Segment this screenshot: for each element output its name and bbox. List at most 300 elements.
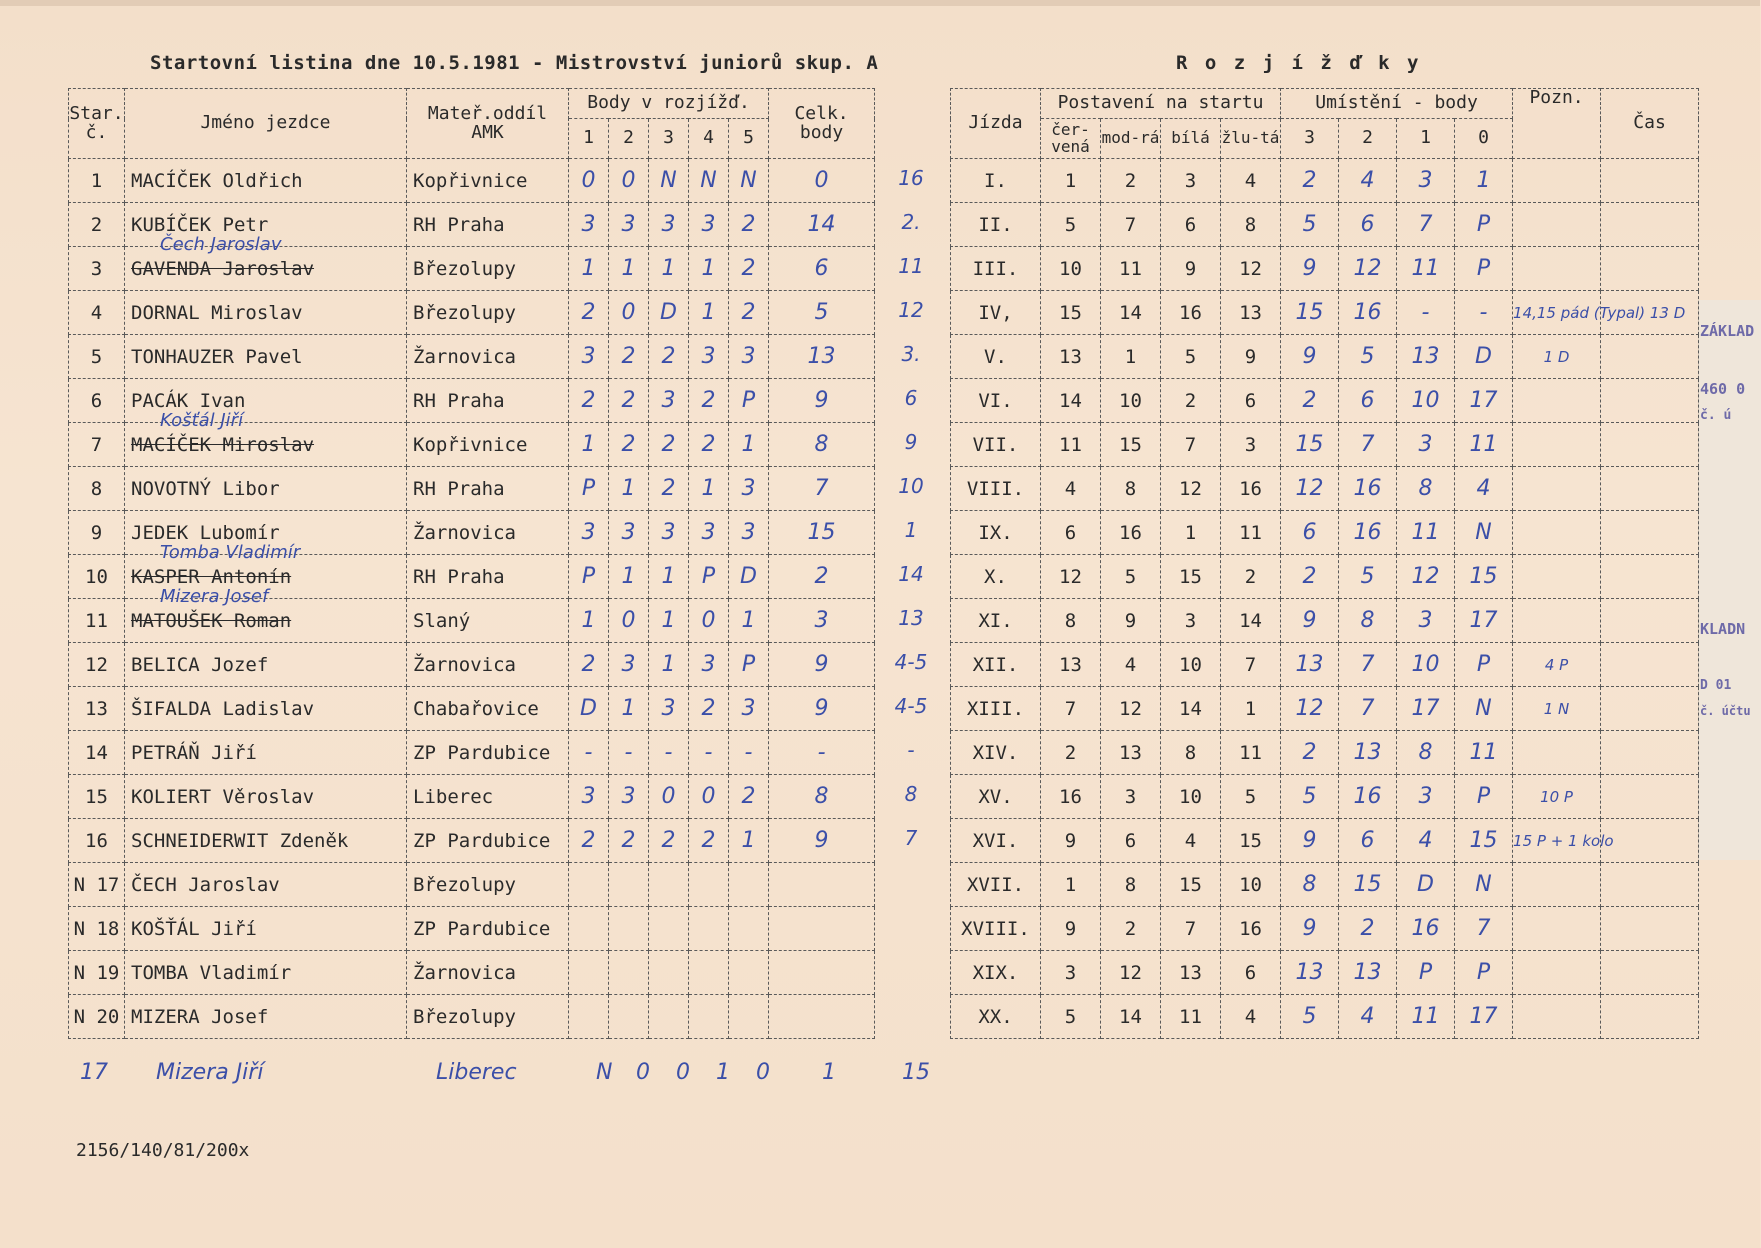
start-position-cell: 15 [1101, 423, 1161, 467]
page-top-edge [0, 0, 1760, 6]
heat-points-cell: 3 [609, 203, 649, 247]
heat-points-cell: P [729, 379, 769, 423]
start-number: 6 [69, 379, 125, 423]
heat-number: XIX. [951, 951, 1041, 995]
total-points-cell: 6 [769, 247, 875, 291]
start-position-cell: 7 [1221, 643, 1281, 687]
note-cell [1513, 951, 1601, 995]
total-points-cell: 9 [769, 379, 875, 423]
heat-points-cell: N [689, 159, 729, 203]
start-position-cell: 11 [1041, 423, 1101, 467]
rider-row [69, 951, 875, 995]
heat-points-cell: P [569, 555, 609, 599]
heat-points-cell: 2 [569, 379, 609, 423]
heat-number: I. [951, 159, 1041, 203]
note-cell [1513, 247, 1601, 291]
start-position-cell: 8 [1041, 599, 1101, 643]
heat-points-cell: 1 [649, 247, 689, 291]
heat-points-cell [569, 863, 609, 907]
final-rank: 7 [904, 826, 918, 850]
placing-cell: 9 [1281, 819, 1339, 863]
note-cell [1513, 511, 1601, 555]
color-red-header: čer-vená [1041, 119, 1101, 159]
rider-name: MIZERA Josef [125, 995, 407, 1039]
heat-points-cell: 0 [649, 775, 689, 819]
start-position-cell: 12 [1161, 467, 1221, 511]
placing-header: Umístění - body [1281, 89, 1513, 119]
heat-number: XVI. [951, 819, 1041, 863]
placing-cell: 15 [1281, 423, 1339, 467]
rider-club: ZP Pardubice [407, 907, 569, 951]
rider-name: GAVENDA Jaroslav [125, 247, 407, 291]
heat-points-cell: P [569, 467, 609, 511]
rider-name: KUBÍČEK Petr [125, 203, 407, 247]
placing-cell: 5 [1281, 203, 1339, 247]
start-position-cell: 10 [1161, 775, 1221, 819]
form-code: 2156/140/81/200x [76, 1140, 250, 1161]
heat-points-cell: 3 [649, 379, 689, 423]
placing-col-header: 1 [1397, 119, 1455, 159]
placing-cell: 7 [1455, 907, 1513, 951]
heat-points-cell [689, 907, 729, 951]
placing-cell: 9 [1281, 599, 1339, 643]
heat-row [951, 643, 1699, 687]
rider-name: TONHAUZER Pavel [125, 335, 407, 379]
heat-number: VI. [951, 379, 1041, 423]
placing-cell: 17 [1397, 687, 1455, 731]
start-position-cell: 15 [1161, 555, 1221, 599]
time-cell [1601, 423, 1699, 467]
start-position-cell: 16 [1041, 775, 1101, 819]
heat-number: XIV. [951, 731, 1041, 775]
placing-cell: 11 [1397, 247, 1455, 291]
start-list-table [68, 88, 875, 1039]
start-position-cell: 5 [1161, 335, 1221, 379]
heat-number: XX. [951, 995, 1041, 1039]
placing-cell: 6 [1281, 511, 1339, 555]
start-position-cell: 3 [1041, 951, 1101, 995]
placing-cell: 8 [1339, 599, 1397, 643]
rider-club: Liberec [436, 1060, 517, 1085]
start-position-cell: 6 [1221, 951, 1281, 995]
final-rank: 4-5 [894, 694, 928, 718]
start-position-cell: 6 [1161, 203, 1221, 247]
rider-club: RH Praha [407, 203, 569, 247]
rider-name: KOLIERT Věroslav [125, 775, 407, 819]
heat-points-cell: 3 [569, 335, 609, 379]
start-number: 8 [69, 467, 125, 511]
placing-cell: 6 [1339, 379, 1397, 423]
heat-row [951, 511, 1699, 555]
start-position-cell: 12 [1041, 555, 1101, 599]
heat-points-cell: 2 [689, 819, 729, 863]
placing-cell: 3 [1397, 775, 1455, 819]
heat-points-cell: 1 [569, 247, 609, 291]
heat-points-cell: P [689, 555, 729, 599]
total-points-cell: 3 [769, 599, 875, 643]
total-points-cell: 1 [822, 1060, 836, 1085]
start-position-cell: 4 [1161, 819, 1221, 863]
total-points-cell: 15 [769, 511, 875, 555]
start-position-cell: 9 [1041, 907, 1101, 951]
start-position-cell: 9 [1041, 819, 1101, 863]
start-position-cell: 15 [1161, 863, 1221, 907]
rider-name: ČECH Jaroslav [125, 863, 407, 907]
total-points-cell: 2 [769, 555, 875, 599]
document-title: Startovní listina dne 10.5.1981 - Mistrovství juniorů skup. A [150, 52, 879, 74]
heat-row [951, 555, 1699, 599]
heat-number: II. [951, 203, 1041, 247]
heat-points-cell: 3 [729, 511, 769, 555]
time-cell [1601, 687, 1699, 731]
start-position-cell: 14 [1101, 995, 1161, 1039]
start-number: 9 [69, 511, 125, 555]
club-header: Mateř.oddíl AMK [407, 89, 569, 159]
placing-cell: P [1455, 775, 1513, 819]
placing-cell: 12 [1339, 247, 1397, 291]
total-points-cell [769, 907, 875, 951]
heat-points-cell: 1 [569, 423, 609, 467]
placing-cell: N [1455, 511, 1513, 555]
replacement-name: Tomba Vladimír [160, 542, 301, 563]
start-position-cell: 4 [1221, 995, 1281, 1039]
final-rank: 9 [904, 430, 918, 454]
replacement-name: Mizera Josef [160, 586, 269, 607]
heat-points-header: Body v rozjížď. [569, 89, 769, 119]
placing-cell: 15 [1281, 291, 1339, 335]
placing-cell: 13 [1281, 643, 1339, 687]
rider-row [69, 335, 875, 379]
rider-row [69, 775, 875, 819]
placing-cell: 4 [1455, 467, 1513, 511]
start-position-cell: 2 [1041, 731, 1101, 775]
heat-points-cell: - [569, 731, 609, 775]
placing-cell: - [1455, 291, 1513, 335]
heat-points-cell: 3 [689, 511, 729, 555]
heat-points-cell: 0 [609, 159, 649, 203]
rider-club: Žarnovica [407, 643, 569, 687]
heat-row [951, 819, 1699, 863]
time-header: Čas [1601, 89, 1699, 159]
rider-club: RH Praha [407, 467, 569, 511]
start-position-cell: 7 [1101, 203, 1161, 247]
heat-row [951, 731, 1699, 775]
rider-row [69, 819, 875, 863]
replacement-name: Čech Jaroslav [160, 234, 282, 255]
heat-row [951, 995, 1699, 1039]
stamp-fragment: ZÁKLAD [1700, 322, 1755, 340]
heat-points-cell [729, 951, 769, 995]
start-position-cell: 1 [1161, 511, 1221, 555]
heat-points-cell [729, 863, 769, 907]
placing-cell: 5 [1339, 335, 1397, 379]
time-cell [1601, 775, 1699, 819]
heat-points-cell: 1 [609, 247, 649, 291]
time-cell [1601, 907, 1699, 951]
placing-cell: 7 [1339, 423, 1397, 467]
heat-points-cell: 1 [609, 687, 649, 731]
rider-club: Žarnovica [407, 951, 569, 995]
start-position-header: Postavení na startu [1041, 89, 1281, 119]
handwritten-extra-row [80, 1060, 960, 1094]
placing-cell: 16 [1339, 291, 1397, 335]
note-cell [1513, 995, 1601, 1039]
note-cell [1513, 907, 1601, 951]
heat-points-cell: D [649, 291, 689, 335]
placing-cell: 13 [1397, 335, 1455, 379]
note-cell [1513, 467, 1601, 511]
start-position-cell: 8 [1101, 863, 1161, 907]
rider-club: RH Praha [407, 379, 569, 423]
heat-points-cell: 3 [609, 511, 649, 555]
heat-points-cell: 2 [729, 203, 769, 247]
placing-cell: 12 [1397, 555, 1455, 599]
rider-name: DORNAL Miroslav [125, 291, 407, 335]
heat-number: XVII. [951, 863, 1041, 907]
time-cell [1601, 379, 1699, 423]
heat-points-cell: 1 [729, 819, 769, 863]
rider-club: Kopřivnice [407, 423, 569, 467]
heat-points-cell [649, 863, 689, 907]
total-points-cell: 0 [769, 159, 875, 203]
heat-number: X. [951, 555, 1041, 599]
heat-points-cell: 3 [729, 467, 769, 511]
start-position-cell: 7 [1161, 423, 1221, 467]
heat-points-cell: 3 [569, 203, 609, 247]
heat-points-cell [729, 995, 769, 1039]
start-number: 3 [69, 247, 125, 291]
final-rank: 8 [904, 782, 918, 806]
note-cell: 14,15 pád (Typal) 13 D [1513, 291, 1601, 335]
start-position-cell: 12 [1101, 951, 1161, 995]
heat-points-cell: 1 [689, 291, 729, 335]
heat-points-cell [689, 951, 729, 995]
start-position-cell: 13 [1041, 335, 1101, 379]
total-points-cell: 14 [769, 203, 875, 247]
heat-points-cell: 0 [676, 1060, 690, 1085]
heat-points-cell [649, 951, 689, 995]
rider-name: KOŠŤÁL Jiří [125, 907, 407, 951]
heat-points-cell: 2 [609, 819, 649, 863]
placing-cell: 6 [1339, 203, 1397, 247]
heat-points-cell [609, 995, 649, 1039]
heat-points-cell: D [729, 555, 769, 599]
placing-cell: 12 [1281, 687, 1339, 731]
heat-points-cell: 0 [609, 291, 649, 335]
start-position-cell: 3 [1161, 599, 1221, 643]
start-position-cell: 5 [1041, 995, 1101, 1039]
rider-name: SCHNEIDERWIT Zdeněk [125, 819, 407, 863]
time-cell [1601, 335, 1699, 379]
heat-points-cell: N [596, 1060, 613, 1085]
time-cell [1601, 511, 1699, 555]
heat-points-cell: P [729, 643, 769, 687]
heat-points-cell: 2 [689, 379, 729, 423]
final-rank: 11 [898, 254, 924, 278]
heat-points-cell: - [689, 731, 729, 775]
heat-row [951, 335, 1699, 379]
heat-points-cell: 2 [649, 819, 689, 863]
placing-col-header: 0 [1455, 119, 1513, 159]
heat-points-cell [569, 907, 609, 951]
final-rank: 13 [898, 606, 924, 630]
heat-points-cell: - [649, 731, 689, 775]
color-blue-header: mod-rá [1101, 119, 1161, 159]
note-cell [1513, 555, 1601, 599]
time-cell [1601, 159, 1699, 203]
placing-cell: P [1455, 203, 1513, 247]
time-cell [1601, 995, 1699, 1039]
heat-row [951, 203, 1699, 247]
heat-points-cell: 2 [649, 423, 689, 467]
start-number: 5 [69, 335, 125, 379]
heat-col-header: 5 [729, 119, 769, 159]
placing-cell: 13 [1339, 731, 1397, 775]
color-white-header: bílá [1161, 119, 1221, 159]
placing-cell: 7 [1339, 643, 1397, 687]
total-points-cell [769, 951, 875, 995]
start-position-cell: 14 [1101, 291, 1161, 335]
start-position-cell: 1 [1221, 687, 1281, 731]
start-position-cell: 12 [1101, 687, 1161, 731]
start-position-cell: 15 [1041, 291, 1101, 335]
heat-col-header: 2 [609, 119, 649, 159]
start-number: 13 [69, 687, 125, 731]
heat-points-cell: 3 [729, 687, 769, 731]
stamp-fragment: D 01 [1700, 678, 1732, 693]
final-rank: 1 [904, 518, 918, 542]
heat-number: VIII. [951, 467, 1041, 511]
heat-row [951, 687, 1699, 731]
heat-points-cell: 3 [649, 511, 689, 555]
placing-cell: 16 [1397, 907, 1455, 951]
note-cell [1513, 423, 1601, 467]
rider-row [69, 159, 875, 203]
placing-cell: 10 [1397, 643, 1455, 687]
heat-points-cell [609, 951, 649, 995]
rider-row [69, 731, 875, 775]
heat-points-cell: 2 [689, 423, 729, 467]
placing-cell: 5 [1339, 555, 1397, 599]
placing-cell: 13 [1281, 951, 1339, 995]
placing-cell: 17 [1455, 599, 1513, 643]
start-position-cell: 10 [1161, 643, 1221, 687]
placing-cell: 11 [1455, 423, 1513, 467]
rider-name: MACÍČEK Miroslav [125, 423, 407, 467]
rider-row [69, 291, 875, 335]
heat-points-cell: 2 [649, 467, 689, 511]
placing-cell: 2 [1281, 555, 1339, 599]
heat-points-cell: 0 [689, 775, 729, 819]
placing-cell: 13 [1339, 951, 1397, 995]
rider-row [69, 467, 875, 511]
note-cell [1513, 731, 1601, 775]
placing-cell: N [1455, 687, 1513, 731]
stamp-fragment: č. ú [1700, 408, 1732, 423]
start-position-cell: 3 [1101, 775, 1161, 819]
start-position-cell: 10 [1101, 379, 1161, 423]
start-number: 15 [69, 775, 125, 819]
heat-points-cell: 3 [609, 775, 649, 819]
time-cell [1601, 951, 1699, 995]
rider-club: Chabařovice [407, 687, 569, 731]
total-points-cell [769, 995, 875, 1039]
heat-points-cell: 1 [689, 247, 729, 291]
heat-number: XI. [951, 599, 1041, 643]
placing-cell: 8 [1397, 467, 1455, 511]
heat-points-cell [569, 995, 609, 1039]
heat-points-cell: 1 [649, 599, 689, 643]
start-position-cell: 4 [1221, 159, 1281, 203]
placing-cell: P [1397, 951, 1455, 995]
final-rank: 14 [898, 562, 924, 586]
heat-points-cell: 2 [729, 247, 769, 291]
start-position-cell: 16 [1221, 467, 1281, 511]
rider-row [69, 995, 875, 1039]
final-rank: 15 [902, 1060, 930, 1085]
heat-row [951, 863, 1699, 907]
total-points-cell: 9 [769, 687, 875, 731]
start-position-cell: 14 [1041, 379, 1101, 423]
placing-cell: 9 [1281, 335, 1339, 379]
rider-club: Březolupy [407, 995, 569, 1039]
rider-club: Březolupy [407, 247, 569, 291]
rider-club: Březolupy [407, 863, 569, 907]
heat-points-cell: 3 [689, 335, 729, 379]
rider-club: Slaný [407, 599, 569, 643]
start-position-cell: 1 [1041, 159, 1101, 203]
start-position-cell: 2 [1221, 555, 1281, 599]
start-position-cell: 5 [1101, 555, 1161, 599]
start-number: 2 [69, 203, 125, 247]
placing-cell: 10 [1397, 379, 1455, 423]
heat-points-cell: 1 [609, 555, 649, 599]
placing-cell: 1 [1455, 159, 1513, 203]
heat-points-cell: 3 [689, 203, 729, 247]
start-position-cell: 9 [1221, 335, 1281, 379]
heat-points-cell [609, 907, 649, 951]
placing-cell: D [1397, 863, 1455, 907]
heat-col-header: 4 [689, 119, 729, 159]
start-number: 17 [80, 1060, 108, 1085]
stamp-fragment: KLADN [1700, 620, 1746, 638]
rider-name: MACÍČEK Oldřich [125, 159, 407, 203]
heat-points-cell: 3 [689, 643, 729, 687]
note-cell [1513, 863, 1601, 907]
start-position-cell: 11 [1161, 995, 1221, 1039]
placing-cell: 9 [1281, 247, 1339, 291]
start-number: 1 [69, 159, 125, 203]
start-position-cell: 2 [1101, 159, 1161, 203]
heat-points-cell: 1 [649, 555, 689, 599]
heat-points-cell: 1 [649, 643, 689, 687]
heat-points-cell: 3 [609, 643, 649, 687]
final-rank: 3. [901, 342, 921, 366]
start-position-cell: 1 [1041, 863, 1101, 907]
start-number: 16 [69, 819, 125, 863]
rider-name: TOMBA Vladimír [125, 951, 407, 995]
rider-club: ZP Pardubice [407, 819, 569, 863]
start-position-cell: 8 [1101, 467, 1161, 511]
heat-points-cell: 2 [609, 379, 649, 423]
final-rank: 6 [904, 386, 918, 410]
start-number: N 20 [69, 995, 125, 1039]
rider-name: MATOUŠEK Roman [125, 599, 407, 643]
heat-number: XIII. [951, 687, 1041, 731]
start-position-cell: 14 [1221, 599, 1281, 643]
placing-cell: 11 [1397, 995, 1455, 1039]
heat-col-header: 3 [649, 119, 689, 159]
